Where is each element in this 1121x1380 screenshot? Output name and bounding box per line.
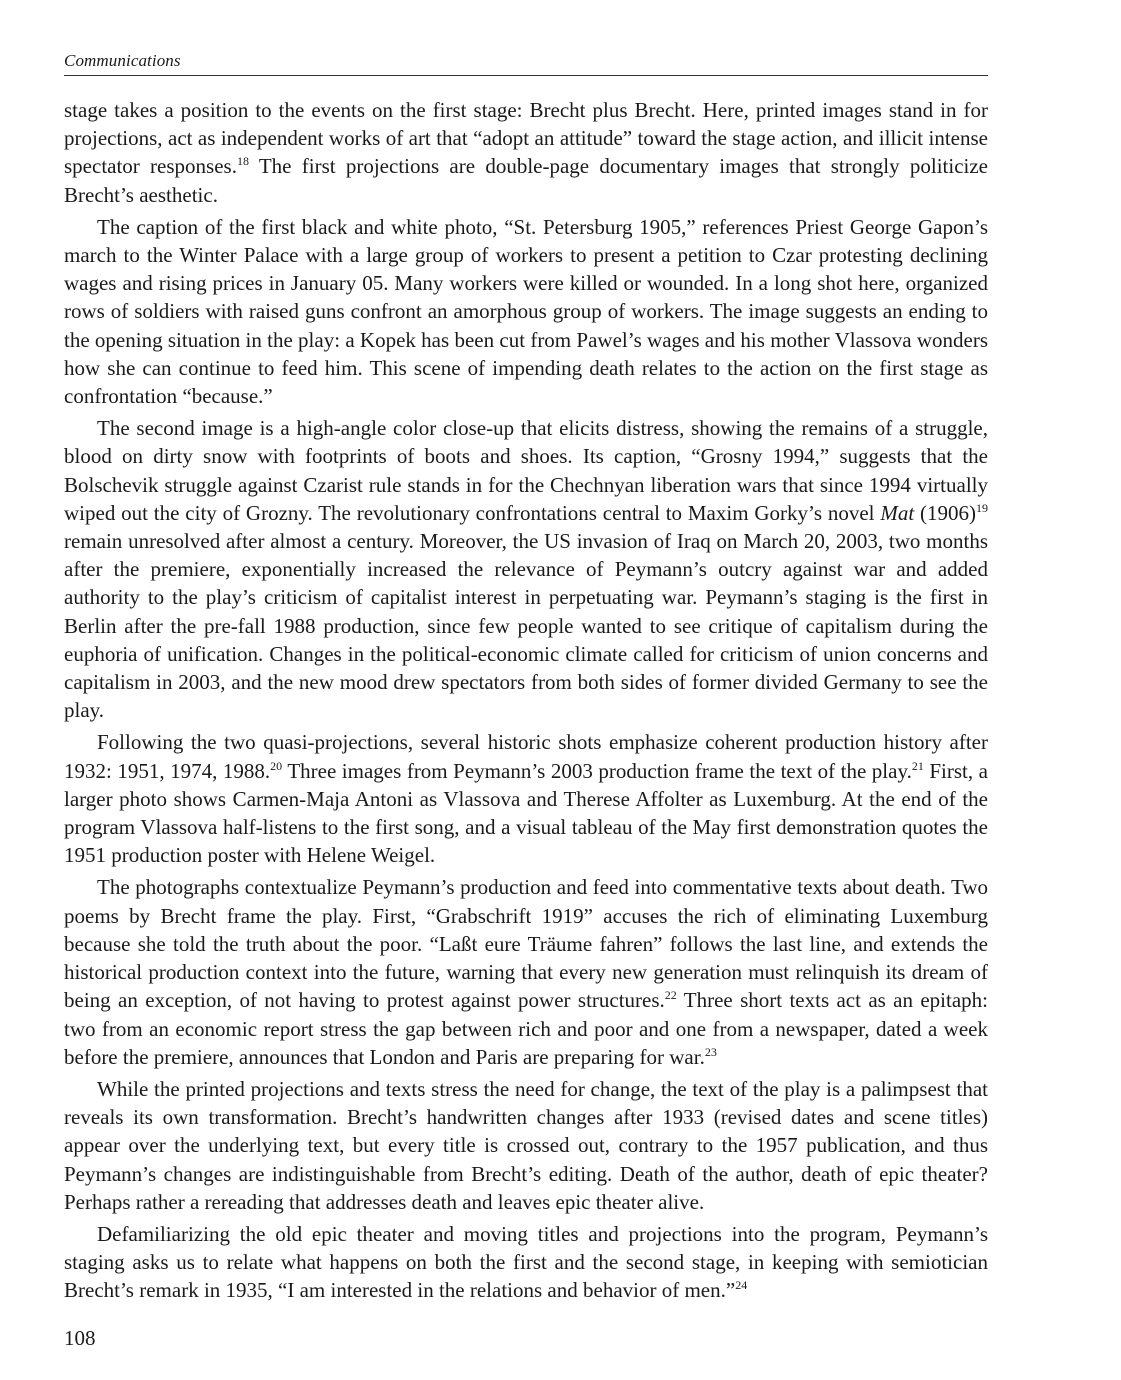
paragraph-st-petersburg: [64, 213, 988, 410]
paragraph-defamiliarizing: [64, 1220, 988, 1305]
text-run: The caption of the first black and white photo, “St. Petersburg 1905,” references Priest George Gapon’s march to the Winter Palace with a large group of workers to present a petition to Czar protesting declining wages and rising prices in January 05. Many workers were killed or wounded. In a long shot here, organized rows of soldiers with raised guns confront an amorphous group of workers. The image suggests an ending to the opening situation in the play: a Kopek has been cut from Pawel’s wages and his mother Vlassova wonders how she can continue to feed him. This scene of impending death relates to the action on the first stage as confrontation “because.”: [64, 214, 988, 409]
page-number: 108: [64, 1326, 96, 1350]
footnote-ref: 23: [704, 1044, 717, 1059]
footnote-ref: 20: [270, 758, 283, 773]
text-run: Three images from Peymann’s 2003 production frame the text of the play.: [282, 758, 912, 783]
running-head: Communications: [64, 51, 181, 70]
header-rule: [64, 75, 988, 76]
text-run: stage takes a position to the events on the first stage: Brecht plus Brecht. Here, printed images stand in for projections, act as independent works of art that “adopt an attitude” toward the stage action, and illicit intense spectator responses.: [64, 98, 988, 179]
text-run: First, a larger photo shows Carmen-Maja Antoni as Vlassova and Therese Affolter as Luxemburg. At the end of the program Vlassova half-listens to the first song, and a visual tableau of the May first demonstration quotes the 1951 production poster with Helene Weigel.: [64, 758, 988, 868]
footnote-ref: 24: [735, 1278, 748, 1293]
footnote-ref: 18: [236, 154, 249, 169]
text-run: remain unresolved after almost a century. Moreover, the US invasion of Iraq on March 20, 2003, two months after the premiere, exponentially increased the relevance of Peymann’s outcry against war and added authority to the play’s criticism of capitalist interest in perpetuating war. Peymann’s staging is the first in Berlin after the pre-fall 1988 production, since few people wanted to see critique of capitalism during the euphoria of unification. Changes in the political-economic climate called for criticism of union concerns and capitalism in 2003, and the new mood drew spectators from both sides of former divided Germany to see the play.: [64, 529, 988, 723]
paragraph-grosny: [64, 414, 988, 724]
italic-title: Mat: [880, 500, 915, 525]
paragraph-quasi-projections: [64, 728, 988, 869]
text-run: Three short texts act as an epitaph: two from an economic report stress the gap between rich and poor and one from a newspaper, dated a week before the premiere, announces that London and Paris are preparing for war.: [64, 988, 988, 1069]
footnote-ref: 22: [664, 988, 677, 1003]
body-text: [64, 96, 988, 1309]
paragraph-continued: [64, 96, 988, 209]
text-run: Following the two quasi-projections, several historic shots emphasize coherent production history after 1932: 1951, 1974, 1988.: [64, 730, 988, 783]
text-run: While the printed projections and texts stress the need for change, the text of the play is a palimpsest that reveals its own transformation. Brecht’s handwritten changes after 1933 (revised dates and scene titles) appear over the underlying text, but every title is crossed out, contrary to the 1957 publication, and thus Peymann’s changes are indistinguishable from Brecht’s editing. Death of the author, death of epic theater? Perhaps rather a rereading that addresses death and leaves epic theater alive.: [64, 1076, 988, 1214]
paragraph-photographs: [64, 873, 988, 1070]
text-run: (1906): [914, 500, 976, 525]
text-run: The photographs contextualize Peymann’s production and feed into commentative texts about death. Two poems by Brecht frame the play. First, “Grabschrift 1919” accuses the rich of eliminating Luxemburg because she told the truth about the poor. “Laßt eure Träume fahren” follows the last line, and extends the historical production context into the future, warning that every new generation must relinquish its dream of being an exception, of not having to protest against power structures.: [64, 875, 988, 1013]
paragraph-palimpsest: [64, 1075, 988, 1216]
text-run: Defamiliarizing the old epic theater and moving titles and projections into the program, Peymann’s staging asks us to relate what happens on both the first and the second stage, in keeping with semiotician Brecht’s remark in 1935, “I am interested in the relations and behavior of men.”: [64, 1221, 988, 1303]
footnote-ref: 19: [975, 500, 988, 515]
text-run: The second image is a high-angle color close-up that elicits distress, showing the remains of a struggle, blood on dirty snow with footprints of boots and shoes. Its caption, “Grosny 1994,” suggests that the Bolschevik struggle against Czarist rule stands in for the Chechnyan liberation wars that since 1994 virtually wiped out the city of Grozny. The revolutionary confrontations central to Maxim Gorky’s novel: [64, 416, 988, 525]
text-run: The first projections are double-page documentary images that strongly politicize Brecht’s aesthetic.: [64, 154, 988, 207]
footnote-ref: 21: [911, 758, 924, 773]
